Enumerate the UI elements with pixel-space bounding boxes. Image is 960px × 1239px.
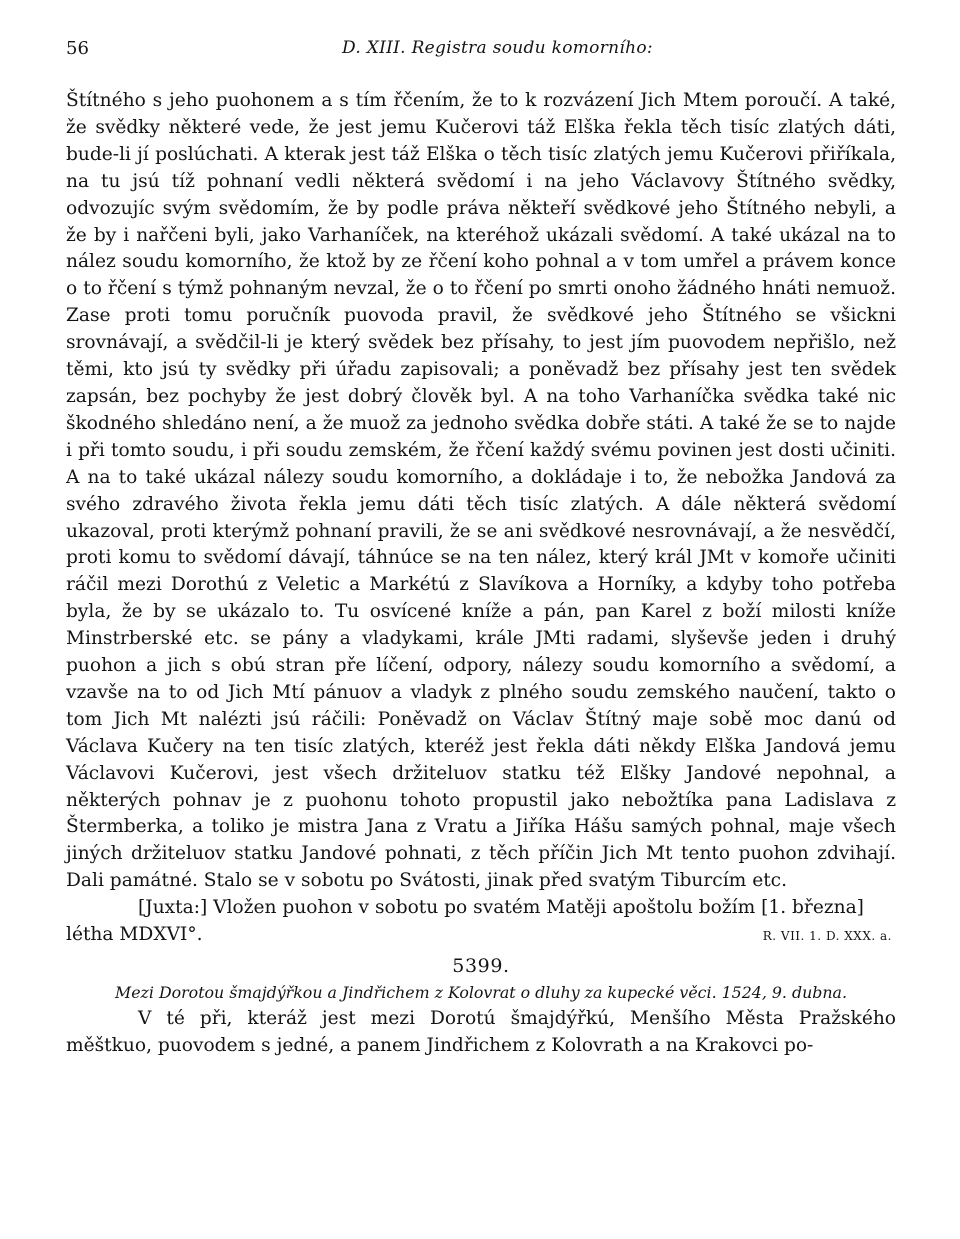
document-opening-text: V té při, kteráž jest mezi Dorotú šmajdýřkú, Menšího Města Pražského měštkuo, puovodem s jedné, a panem Jindřichem z Kolovrath a na Krakovci po- [66, 1008, 896, 1056]
juxta-note-date: létha MDXVI°. [66, 924, 203, 946]
juxta-note-text: [Juxta:] Vložen puohon v sobotu po svatém Matěji apoštolu božím [1. března] [138, 897, 864, 919]
paragraph-juxta-note [66, 895, 896, 922]
running-title: D. XIII. Registra soudu komorního: [342, 38, 653, 58]
juxta-note-last-line [66, 922, 896, 950]
document-page [66, 38, 896, 1060]
page-number: 56 [66, 38, 89, 59]
document-number: 5399. [452, 955, 510, 977]
page-header [66, 38, 896, 72]
archive-reference: R. VII. 1. D. XXX. a. [762, 929, 892, 944]
paragraph-record-5398: Štítného s jeho puohonem a s tím řčením, že to k rozvázení Jich Mtem poroučí. A také, že svědky některé vede, že jest jemu Kučerovi táž Elška řekla těch tisíc zlatých dáti, bude-li jí poslúchati. A kterak jest táž Elška o těch tisíc zlatých jemu Kučerovi přiříkala, na tu jsú tíž pohnaní vedli některá svědomí i na jeho Václavovy Štítného svědky, odvozujíc svým svědomím, že by podle práva někteří svědkové jeho Štítného nebyli, a že by i nařčeni byli, jako Varhaníček, na kteréhož ukázali svědomí. A také ukázal na to nález soudu komorního, že ktož by ze řčení koho pohnal a v tom umřel a právem konce o to řčení s týmž pohnaným nevzal, že o to řčení po smrti onoho žádného hnáti nemuož. Zase proti tomu poručník puovoda pravil, že svědkové jeho Štítného se všickni srovnávají, a svědčil-li je který svědek bez přísahy, to jest jím puovodem nepřišlo, než těmi, kto jsú ty svědky při úřadu zapisovali; a poněvadž bez přísahy jest ten svědek zapsán, bez pochyby že jest dobrý člověk byl. A na toho Varhaníčka svědka také nic škodného shledáno není, a že muož za jednoho svědka dobře státi. A také že se to najde i při tomto soudu, i při soudu zemském, že řčení každý svému povinen jest dosti učiniti. A na to také ukázal nálezy soudu komorního, a dokládaje i to, že nebožka Jandová za svého zdravého života řekla jemu dáti těch tisíc zlatých. A dále některá svědomí ukazoval, proti kterýmž pohnaní pravili, že se ani svědkové nesrovnávají, a že nesvědčí, proti komu to svědomí dávají, táhnúce se na ten nález, který král JMt v komoře učiniti ráčil mezi Dorothú z Veletic a Markétú z Slavíkova a Horníky, a kdyby toho potřeba byla, že by se ukázalo to. Tu osvícené kníže a pán, pan Karel z boží milosti kníže Minstrberské etc. se pány a vladykami, krále JMti radami, slyševše jeden i druhý puohon a jich s obú stran pře líčení, odpory, nálezy soudu komorního a svědomí, a vzavše na to od Jich Mtí pánuov a vladyk z plného soudu zemského naučení, takto o tom Jich Mt nalézti jsú ráčili: Poněvadž on Václav Štítný maje sobě moc danú od Václava Kučery na ten tisíc zlatých, kteréž jest řekla dáti někdy Elška Jandová jemu Václavovi Kučerovi, jest všech držiteluov statku též Elšky Jandové nepohnal, a některých pohnav je z puohonu tohoto propustil jako nebožtíka pana Ladislava z Štermberka, a toliko je mistra Jana z Vratu a Jiříka Hášu samých pohnal, maje všech jiných držiteluov statku Jandové pohnati, z těch příčin Jich Mt tento puohon zdvihají. Dali památné. Stalo se v sobotu po Svátosti, jinak před svatým Tiburcím etc. [66, 90, 896, 892]
document-regest: Mezi Dorotou šmajdýřkou a Jindřichem z Kolovrat o dluhy za kupecké věci. 1524, 9. dubna. [115, 983, 847, 1002]
body-text [66, 88, 896, 1060]
